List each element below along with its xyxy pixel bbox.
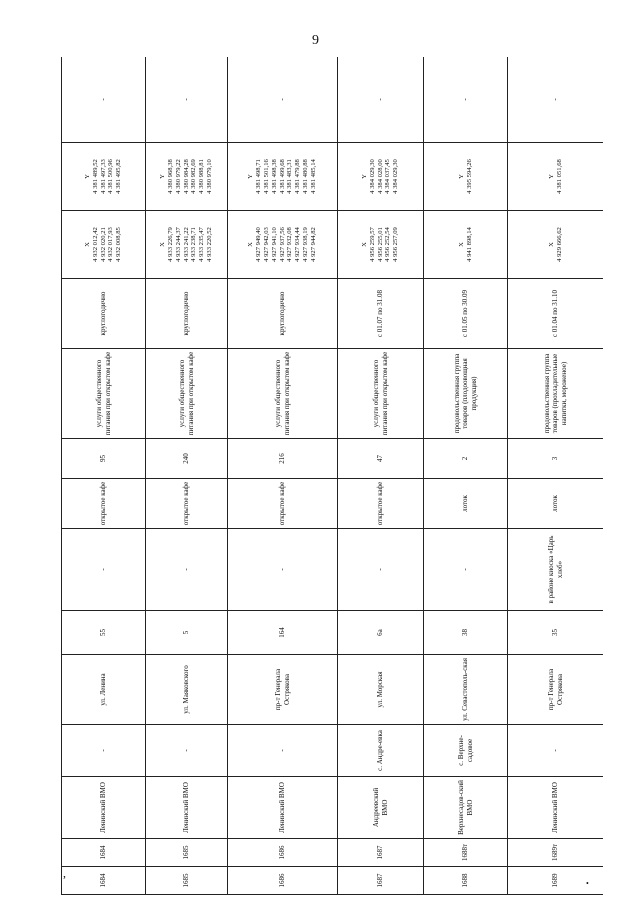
cell-street: ул. Севастополь-ская: [424, 655, 508, 725]
y-header: Y: [246, 174, 254, 179]
cell-no: 1685: [146, 867, 228, 895]
cell-landmark: -: [146, 529, 228, 611]
cell-object-type: лоток: [424, 479, 508, 529]
y-value: 4 381 483,31: [286, 159, 294, 194]
registry-table: [61, 57, 603, 895]
y-value: 4 381 489,52: [91, 159, 99, 194]
cell-district: Ленинский ВМО: [62, 777, 146, 839]
cell-x-coordinates: [508, 211, 604, 279]
registry-table-wrapper: [61, 57, 603, 895]
y-value: 4 380 968,38: [166, 159, 174, 194]
x-value: 4 932 008,85: [115, 227, 123, 262]
cell-x-coordinates: [62, 211, 146, 279]
cell-note: -: [508, 57, 604, 143]
x-header: X: [547, 242, 555, 247]
cell-area: 47: [338, 439, 424, 479]
cell-house: 5: [146, 611, 228, 655]
cell-district: Андреевский ВМО: [338, 777, 424, 839]
table-row: [424, 57, 508, 895]
table-row: [508, 57, 604, 895]
cell-period: круглогодично: [62, 279, 146, 349]
x-value: 4 927 941,10: [270, 227, 278, 262]
cell-period: с 01.07 по 31.08: [338, 279, 424, 349]
cell-house: 6а: [338, 611, 424, 655]
rotated-table-container: [61, 57, 603, 895]
y-value: 4 381 495,82: [115, 159, 123, 194]
cell-street: пр-т Генерала Острякова: [228, 655, 338, 725]
cell-street: ул. Морская: [338, 655, 424, 725]
cell-period: круглогодично: [228, 279, 338, 349]
cell-area: 95: [62, 439, 146, 479]
y-value: 4 384 029,30: [392, 159, 400, 194]
x-value: 4 956 257,09: [392, 227, 400, 262]
cell-settlement: -: [62, 725, 146, 777]
cell-area: 240: [146, 439, 228, 479]
cell-house: 38: [424, 611, 508, 655]
y-header: Y: [83, 174, 91, 179]
cell-x-coordinates: [338, 211, 424, 279]
y-value: 4 381 501,16: [262, 159, 270, 194]
cell-note: -: [62, 57, 146, 143]
cell-specialization: услуги общественного питания при открытом кафе: [228, 349, 338, 439]
x-value: 4 927 938,19: [302, 227, 310, 262]
cell-object-type: открытое кафе: [338, 479, 424, 529]
y-value: 4 381 498,38: [270, 159, 278, 194]
x-header: X: [360, 242, 368, 247]
cell-house: 55: [62, 611, 146, 655]
x-value: 4 927 942,03: [262, 227, 270, 262]
cell-no: 1689: [508, 867, 604, 895]
cell-code: 1688т: [424, 839, 508, 867]
cell-settlement: с. Андре-евка: [338, 725, 424, 777]
y-value: 4 384 028,00: [376, 159, 384, 194]
cell-landmark: -: [228, 529, 338, 611]
cell-code: 1687: [338, 839, 424, 867]
cell-object-type: открытое кафе: [62, 479, 146, 529]
cell-y-coordinates: [146, 143, 228, 211]
cell-district: Ленинский ВМО: [146, 777, 228, 839]
x-value: 4 932 012,42: [91, 227, 99, 262]
cell-settlement: -: [146, 725, 228, 777]
cell-specialization: услуги общественного питания при открытом кафе: [338, 349, 424, 439]
x-header: X: [158, 242, 166, 247]
table-row: [228, 57, 338, 895]
x-value: 4 932 020,21: [99, 227, 107, 262]
y-value: 4 381 480,88: [302, 159, 310, 194]
cell-house: 35: [508, 611, 604, 655]
y-value: 4 381 479,88: [294, 159, 302, 194]
x-header: X: [246, 242, 254, 247]
cell-y-coordinates: [424, 143, 508, 211]
y-value: 4 381 051,68: [555, 159, 563, 194]
cell-no: 1686: [228, 867, 338, 895]
cell-district: Ленинский ВМО: [508, 777, 604, 839]
cell-street: ул. Маяковского: [146, 655, 228, 725]
y-value: 4 381 498,71: [254, 159, 262, 194]
cell-specialization: продовольственная группа товаров (плодоовощная продукция): [424, 349, 508, 439]
y-value: 4 381 485,14: [310, 159, 318, 194]
cell-district: Верхнесадов-ский ВМО: [424, 777, 508, 839]
y-value: 4 380 979,22: [174, 159, 182, 194]
y-header: Y: [360, 174, 368, 179]
cell-code: 1689т: [508, 839, 604, 867]
x-value: 4 932 017,93: [107, 227, 115, 262]
y-value: 4 380 988,81: [198, 159, 206, 194]
cell-note: -: [228, 57, 338, 143]
cell-landmark: -: [62, 529, 146, 611]
y-header: Y: [547, 174, 555, 179]
x-header: X: [83, 242, 91, 247]
cell-note: -: [338, 57, 424, 143]
cell-area: 2: [424, 439, 508, 479]
y-value: 4 384 029,30: [368, 159, 376, 194]
cell-landmark: в районе киоска «Царь хлеб»: [508, 529, 604, 611]
cell-x-coordinates: [228, 211, 338, 279]
y-header: Y: [158, 174, 166, 179]
y-value: 4 384 037,45: [384, 159, 392, 194]
x-value: 4 956 259,57: [368, 227, 376, 262]
cell-area: 216: [228, 439, 338, 479]
y-value: 4 381 497,33: [99, 159, 107, 194]
cell-object-type: лоток: [508, 479, 604, 529]
cell-y-coordinates: [62, 143, 146, 211]
cell-street: ул. Ленина: [62, 655, 146, 725]
cell-specialization: продовольственная группа товаров (прохладительные напитки, мороженое): [508, 349, 604, 439]
cell-x-coordinates: [146, 211, 228, 279]
x-value: 4 933 226,79: [166, 227, 174, 262]
y-value: 4 381 500,96: [107, 159, 115, 194]
cell-no: 1688: [424, 867, 508, 895]
cell-y-coordinates: [228, 143, 338, 211]
cell-note: -: [146, 57, 228, 143]
cell-house: 164: [228, 611, 338, 655]
x-value: 4 933 241,22: [182, 227, 190, 262]
table-row: [62, 57, 146, 895]
cell-no: 1684: [62, 867, 146, 895]
x-value: 4 956 255,01: [376, 227, 384, 262]
cell-code: 1684: [62, 839, 146, 867]
cell-code: 1686: [228, 839, 338, 867]
table-row: [338, 57, 424, 895]
x-value: 4 933 244,37: [174, 227, 182, 262]
cell-landmark: -: [338, 529, 424, 611]
y-header: Y: [457, 174, 465, 179]
stray-comma-mark: ,: [63, 866, 66, 880]
stray-dot-mark: •: [586, 879, 589, 888]
cell-period: круглогодично: [146, 279, 228, 349]
cell-period: с 01.04 по 31.10: [508, 279, 604, 349]
cell-area: 3: [508, 439, 604, 479]
cell-settlement: -: [508, 725, 604, 777]
x-value: 4 927 937,56: [278, 227, 286, 262]
y-value: 4 395 594,26: [465, 159, 473, 194]
x-value: 4 927 949,40: [254, 227, 262, 262]
y-value: 4 381 499,68: [278, 159, 286, 194]
cell-settlement: -: [228, 725, 338, 777]
cell-code: 1685: [146, 839, 228, 867]
x-value: 4 927 934,44: [294, 227, 302, 262]
x-value: 4 941 898,14: [465, 227, 473, 262]
cell-district: Ленинский ВМО: [228, 777, 338, 839]
cell-x-coordinates: [424, 211, 508, 279]
y-value: 4 380 984,28: [182, 159, 190, 194]
page-number: 9: [312, 33, 319, 48]
cell-landmark: -: [424, 529, 508, 611]
cell-object-type: открытое кафе: [146, 479, 228, 529]
cell-note: -: [424, 57, 508, 143]
cell-settlement: с. Верхне-садовое: [424, 725, 508, 777]
table-row: [146, 57, 228, 895]
cell-specialization: услуги общественного питания при открытом кафе: [146, 349, 228, 439]
x-value: 4 933 235,47: [198, 227, 206, 262]
y-value: 4 380 982,69: [190, 159, 198, 194]
cell-specialization: услуги общественного питания при открытом кафе: [62, 349, 146, 439]
cell-y-coordinates: [338, 143, 424, 211]
x-value: 4 927 944,82: [310, 227, 318, 262]
x-value: 4 927 932,08: [286, 227, 294, 262]
cell-street: пр-т Генерала Острякова: [508, 655, 604, 725]
x-value: 4 933 238,71: [190, 227, 198, 262]
cell-period: с 01.05 по 30.09: [424, 279, 508, 349]
cell-no: 1687: [338, 867, 424, 895]
x-value: 4 929 666,62: [555, 227, 563, 262]
x-value: 4 956 252,54: [384, 227, 392, 262]
x-value: 4 933 220,52: [206, 227, 214, 262]
cell-object-type: открытое кафе: [228, 479, 338, 529]
x-header: X: [457, 242, 465, 247]
y-value: 4 380 979,10: [206, 159, 214, 194]
cell-y-coordinates: [508, 143, 604, 211]
